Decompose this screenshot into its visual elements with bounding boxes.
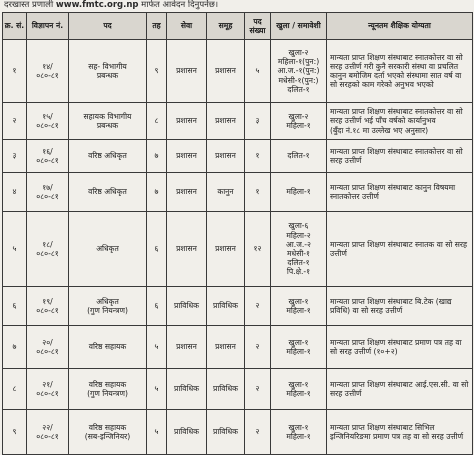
- cell-qualification: मान्यता प्राप्त शिक्षण संस्थाबाट कानुन विषयमा स्नातकोत्तर उत्तीर्ण: [327, 173, 473, 212]
- cell-quota: खुला-२ महिला-१: [271, 103, 327, 140]
- table-row: [3, 212, 473, 287]
- header-prefix: दरखास्त प्रणाली: [4, 0, 54, 10]
- cell-group: प्राविधिक: [207, 410, 245, 455]
- col-header-count: पद संख्या: [245, 13, 271, 40]
- cell-post: सह- विभागीय प्रबन्धक: [69, 40, 147, 103]
- cell-level: ६: [147, 287, 167, 326]
- cell-service: प्रशासन: [167, 173, 207, 212]
- cell-sn: ६: [3, 287, 27, 326]
- table-header-row: [3, 13, 473, 40]
- cell-post: सहायक विभागीय प्रबन्धक: [69, 103, 147, 140]
- col-header-post: पद: [69, 13, 147, 40]
- table-row: [3, 410, 473, 455]
- cell-count: २: [245, 410, 271, 455]
- cell-group: प्रशासन: [207, 140, 245, 173]
- cell-count: १: [245, 140, 271, 173]
- vacancy-table: [2, 12, 473, 455]
- cell-quota: खुला-१ महिला-१: [271, 369, 327, 410]
- cell-ad-no: २०/ ०८०-८१: [27, 326, 69, 369]
- cell-sn: ४: [3, 173, 27, 212]
- cell-count: १: [245, 173, 271, 212]
- cell-post: वरिष्ठ अधिकृत: [69, 173, 147, 212]
- cell-group: प्राविधिक: [207, 369, 245, 410]
- cell-level: ५: [147, 369, 167, 410]
- cell-ad-no: १७/ ०८०-८१: [27, 173, 69, 212]
- cell-level: ५: [147, 326, 167, 369]
- table-row: [3, 326, 473, 369]
- cell-level: ६: [147, 212, 167, 287]
- cell-group: प्रशासन: [207, 40, 245, 103]
- cell-service: प्राविधिक: [167, 287, 207, 326]
- cell-group: प्रशासन: [207, 212, 245, 287]
- cell-post: वरिष्ठ सहायक (गुण नियन्त्रण): [69, 369, 147, 410]
- table-row: [3, 140, 473, 173]
- cell-qualification: मान्यता प्राप्त शिक्षण संस्थाबाट प्रमाण पत्र तह वा सो सरह उत्तीर्ण (१०+२): [327, 326, 473, 369]
- cell-ad-no: १९/ ०८०-८१: [27, 287, 69, 326]
- cell-ad-no: २२/ ०८०-८१: [27, 410, 69, 455]
- cell-sn: ९: [3, 410, 27, 455]
- cell-post: वरिष्ठ अधिकृत: [69, 140, 147, 173]
- cell-service: प्रशासन: [167, 140, 207, 173]
- cell-qualification: मान्यता प्राप्त शिक्षण संस्थाबाट स्नातकोत्तर वा सो सरह उत्तीर्ण भई पाँच वर्षको कार्यानुभव (बुँदा नं.१८ मा उल्लेख भए अनुसार): [327, 103, 473, 140]
- cell-count: २: [245, 326, 271, 369]
- col-header-ad-no: विज्ञापन नं.: [27, 13, 69, 40]
- cell-count: ५: [245, 40, 271, 103]
- cell-count: २: [245, 287, 271, 326]
- cell-service: प्रशासन: [167, 212, 207, 287]
- cell-qualification: मान्यता प्राप्त शिक्षण संस्थाबाट स्नातक वा सो सरह उत्तीर्ण: [327, 212, 473, 287]
- cell-service: प्राविधिक: [167, 369, 207, 410]
- col-header-quota: खुला / समावेशी: [271, 13, 327, 40]
- cell-group: प्रशासन: [207, 103, 245, 140]
- cell-group: प्रशासन: [207, 326, 245, 369]
- cell-level: ७: [147, 173, 167, 212]
- cell-post: अधिकृत: [69, 212, 147, 287]
- cell-quota: महिला-१: [271, 173, 327, 212]
- cell-ad-no: २१/ ०८०-८१: [27, 369, 69, 410]
- table-row: [3, 40, 473, 103]
- cell-service: प्रशासन: [167, 103, 207, 140]
- cell-quota: खुला-६ महिला-२ आ.ज.-२ मधेसी-१ दलित-१ पि.क्षे.-१: [271, 212, 327, 287]
- col-header-sn: क्र. सं.: [3, 13, 27, 40]
- cell-level: ७: [147, 140, 167, 173]
- col-header-qualification: न्यूनतम शैक्षिक योग्यता: [327, 13, 473, 40]
- cell-quota: खुला-१ महिला-१: [271, 326, 327, 369]
- col-header-level: तह: [147, 13, 167, 40]
- table-row: [3, 103, 473, 140]
- cell-level: ९: [147, 40, 167, 103]
- cell-service: प्रशासन: [167, 40, 207, 103]
- cell-service: प्रशासन: [167, 326, 207, 369]
- cell-quota: दलित-१: [271, 140, 327, 173]
- cell-qualification: मान्यता प्राप्त शिक्षण संस्थाबाट स्नातकोत्तर वा सो सरह उत्तीर्ण: [327, 140, 473, 173]
- cell-post: वरिष्ठ सहायक: [69, 326, 147, 369]
- cell-quota: खुला-२ महिला-१(पुन:) आ.ज.-१(पुन:) मधेसी-१(पुन:) दलित-१: [271, 40, 327, 103]
- header-url[interactable]: www.fmtc.org.np: [55, 0, 139, 10]
- cell-post: अधिकृत (गुण नियन्त्रण): [69, 287, 147, 326]
- cell-sn: ३: [3, 140, 27, 173]
- cell-qualification: मान्यता प्राप्त शिक्षण संस्थाबाट बि.टेक (खाद्य प्रविधि) वा सो सरह उत्तीर्ण: [327, 287, 473, 326]
- cell-ad-no: १८/ ०८०-८१: [27, 212, 69, 287]
- table-row: [3, 369, 473, 410]
- cell-sn: ८: [3, 369, 27, 410]
- cell-count: ३: [245, 103, 271, 140]
- cell-group: कानुन: [207, 173, 245, 212]
- cell-quota: खुला-१ महिला-१: [271, 410, 327, 455]
- cell-level: ८: [147, 103, 167, 140]
- cell-ad-no: १४/ ०८०-८१: [27, 40, 69, 103]
- col-header-service: सेवा: [167, 13, 207, 40]
- cell-group: प्राविधिक: [207, 287, 245, 326]
- cell-post: वरिष्ठ सहायक (सब-इन्जिनियर): [69, 410, 147, 455]
- header-line: [4, 0, 470, 12]
- cell-level: ५: [147, 410, 167, 455]
- cell-qualification: मान्यता प्राप्त शिक्षण संस्थाबाट स्नातकोत्तर वा सो सरह उत्तीर्ण गरी कुनै सरकारी संस्था वा प्रचलित कानुन बमोजिम दर्ता भएको संस्थामा सात वर्ष वा सो सरहको काम गरेको अनुभव भएको: [327, 40, 473, 103]
- header-suffix: मार्फत आवेदन दिनुपर्नेछ।: [141, 0, 219, 10]
- table-row: [3, 287, 473, 326]
- cell-quota: खुला-१ महिला-१: [271, 287, 327, 326]
- cell-ad-no: १६/ ०८०-८१: [27, 140, 69, 173]
- cell-sn: १: [3, 40, 27, 103]
- col-header-group: समूह: [207, 13, 245, 40]
- cell-sn: ५: [3, 212, 27, 287]
- cell-count: २: [245, 369, 271, 410]
- cell-count: १२: [245, 212, 271, 287]
- cell-sn: २: [3, 103, 27, 140]
- cell-qualification: मान्यता प्राप्त शिक्षण संस्थाबाट सिभिल इन्जिनियरिङमा प्रमाण पत्र तह वा सो सरह उत्तीर्ण: [327, 410, 473, 455]
- cell-sn: ७: [3, 326, 27, 369]
- cell-service: प्राविधिक: [167, 410, 207, 455]
- cell-ad-no: १५/ ०८०-८१: [27, 103, 69, 140]
- cell-qualification: मान्यता प्राप्त शिक्षण संस्थाबाट आई.एस.सी. वा सो सरह उत्तीर्ण: [327, 369, 473, 410]
- table-row: [3, 173, 473, 212]
